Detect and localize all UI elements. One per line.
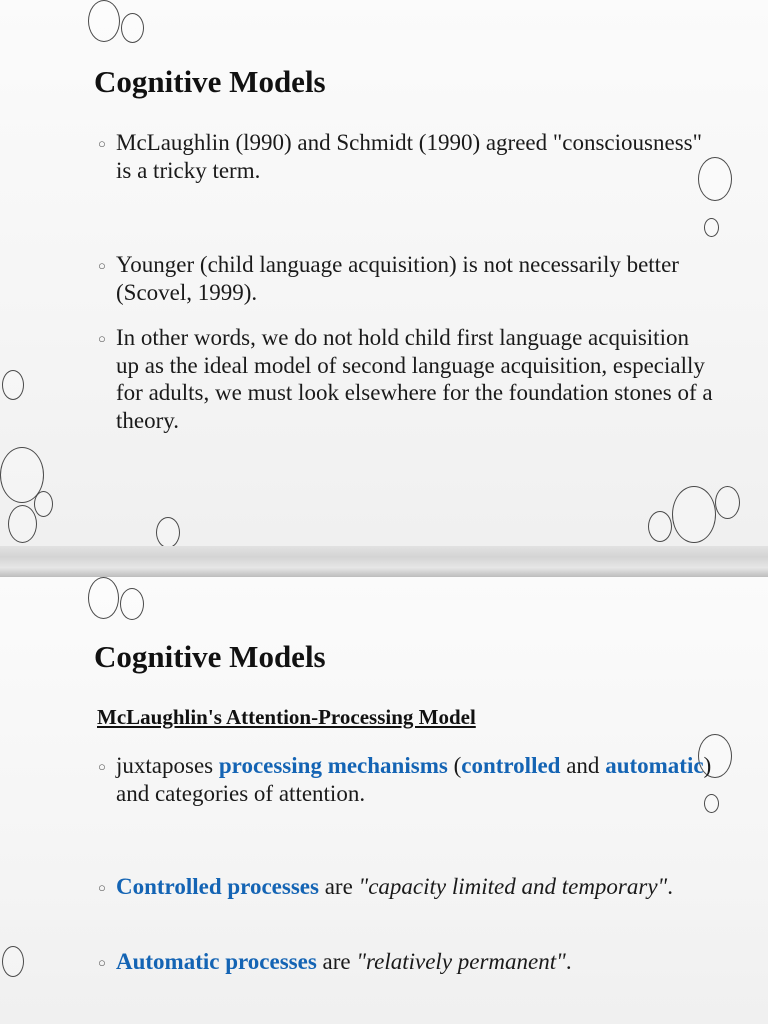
decorative-bubble: [120, 588, 144, 620]
quote-text: "capacity limited and temporary": [358, 874, 668, 899]
decorative-bubble: [672, 486, 716, 543]
bullet-text-part: are: [318, 874, 359, 899]
slide-2-bullet-1: [97, 752, 717, 807]
decorative-bubble: [2, 370, 24, 400]
bullet-text: In other words, we do not hold child first language acquisition up as the ideal model of second language acquisition, especially for adults, we must look elsewhere for the foundation stones of a theory.: [116, 325, 713, 433]
slide-2-bullet-2: [97, 873, 717, 901]
decorative-bubble: [8, 505, 37, 543]
keyword-controlled: controlled: [461, 753, 561, 778]
bullet-text: Younger (child language acquisition) is not necessarily better (Scovel, 1999).: [116, 252, 679, 305]
bullet-text-part: ) and categories of attention.: [116, 753, 712, 806]
slide-1-bullet-2: [97, 251, 717, 306]
keyword-processing-mechanisms: processing mechanisms: [218, 753, 448, 778]
keyword-automatic-processes: Automatic processes: [116, 949, 317, 974]
bullet-marker-icon: ○: [98, 759, 106, 774]
decorative-bubble: [704, 218, 719, 237]
bullet-text-part: (: [447, 753, 462, 778]
decorative-bubble: [88, 577, 119, 619]
bullet-marker-icon: ○: [98, 136, 106, 151]
keyword-controlled-processes: Controlled processes: [116, 874, 319, 899]
decorative-bubble: [715, 486, 740, 519]
slide-2: [0, 577, 768, 1024]
decorative-bubble: [648, 511, 672, 542]
bullet-text-part: .: [667, 874, 673, 899]
bullet-marker-icon: ○: [98, 880, 106, 895]
decorative-bubble: [88, 0, 120, 42]
bullet-text-part: juxtaposes: [116, 753, 219, 778]
bullet-marker-icon: ○: [98, 331, 106, 346]
bullet-text: McLaughlin (l990) and Schmidt (1990) agreed "consciousness" is a tricky term.: [116, 130, 702, 183]
decorative-bubble: [2, 946, 24, 977]
slide-divider: [0, 546, 768, 578]
bullet-marker-icon: ○: [98, 258, 106, 273]
decorative-bubble: [156, 517, 180, 546]
slide-1-bullet-3: [97, 324, 717, 434]
slide-1-title: Cognitive Models: [94, 64, 326, 99]
bullet-text-part: .: [565, 949, 572, 974]
decorative-bubble: [34, 491, 53, 517]
quote-text: "relatively permanent": [356, 949, 566, 974]
bullet-text-part: and: [560, 753, 606, 778]
slide-2-subtitle: McLaughlin's Attention-Processing Model: [97, 705, 476, 729]
slide-2-title: Cognitive Models: [94, 639, 326, 674]
keyword-automatic: automatic: [605, 753, 704, 778]
slide-1-bullet-1: [97, 129, 717, 184]
bullet-marker-icon: ○: [98, 955, 106, 970]
bullet-text-part: are: [316, 949, 357, 974]
decorative-bubble: [121, 13, 144, 43]
slide-2-bullet-3: [97, 948, 717, 976]
